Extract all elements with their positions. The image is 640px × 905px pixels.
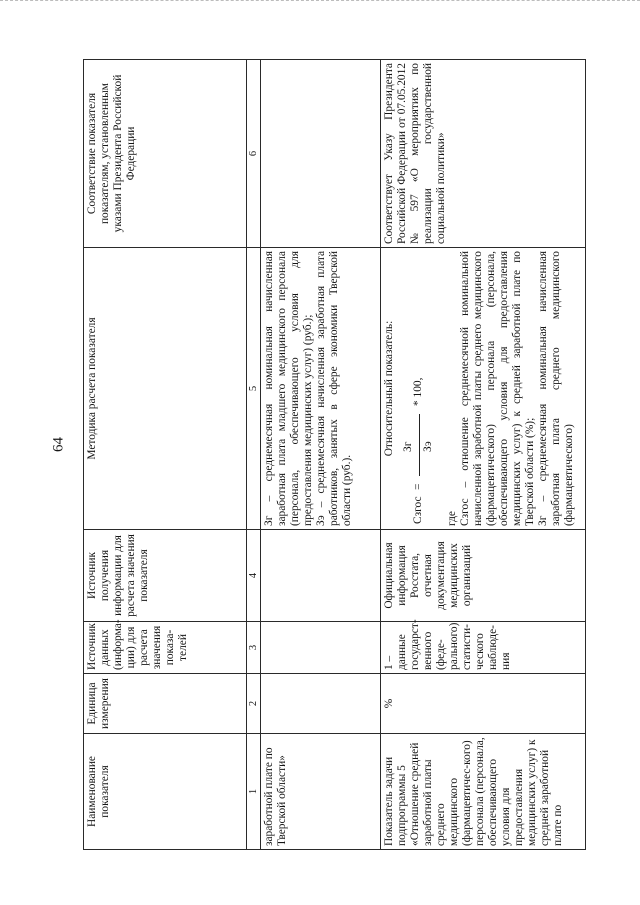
row1-calc-method <box>261 248 381 530</box>
row2-compliance: Соответствует Указу Президента Российской Федерации от 07.05.2012 № 597 «О мероприятиях по реализации государственной социальной политики» <box>381 60 586 248</box>
row2-method-zg: Зг – среднемесячная номинальная начисленная заработная плата среднего медицинского (фармацевтического) <box>537 251 575 526</box>
row2-method-where: где <box>446 511 458 526</box>
row1-unit <box>261 674 381 734</box>
col-number-2: 2 <box>247 674 261 734</box>
col-number-4: 4 <box>247 530 261 622</box>
formula-lhs: Сзгос <box>412 496 424 524</box>
row1-data-source <box>261 622 381 674</box>
row1-compliance <box>261 60 381 248</box>
header-data-source: Источник данных (информа-ции) для расчета значения показа-телей <box>84 622 247 674</box>
row2-unit: % <box>381 674 586 734</box>
row1-info-source <box>261 530 381 622</box>
formula-numerator: Зг <box>402 441 414 452</box>
row2-method-title: Относительный показатель: <box>383 320 395 457</box>
formula-denominator: Зэ <box>422 441 434 452</box>
page-number: 64 <box>50 437 67 452</box>
row2-data-source: 1 – данные государст-венного (феде-рального) статисти-ческого наблюде-ния <box>381 622 586 674</box>
formula-equals: = <box>412 483 424 490</box>
indicator-table-rotated <box>83 60 603 850</box>
header-compliance: Соответствие показателя показателям, установленным указами Президента Российской Федерации <box>84 60 247 248</box>
row1-method-ze: Зэ – среднемесячная начисленная заработная плата работников, занятых в сфере экономики Тверской области (руб.). <box>315 251 353 526</box>
header-info-source: Источник получения информации для расчета значения показателя <box>84 530 247 622</box>
row2-indicator-name: Показатель задачи подпрограммы 5 «Отношение средней заработной платы среднего медицинского (фармацевтичес-кого) персонала (персонала, обеспечивающего условия для предоставления медицинских услуг) к средней заработной плате по <box>381 734 586 850</box>
indicator-table <box>83 59 586 850</box>
formula-tail: * 100, <box>412 377 424 406</box>
col-number-5: 5 <box>247 248 261 530</box>
formula <box>398 251 442 526</box>
row1-indicator-name: заработной плате по Тверской области» <box>261 734 381 850</box>
table-row <box>381 60 586 850</box>
header-unit: Единица измерения <box>84 674 247 734</box>
row2-method-szgos: Сзгос – отношение среднемесячной номинальной начисленной заработной платы среднего медицинского (фармацевтического) персонала (персонала, обеспечивающего условия для предоставления медицинских услуг) к средней заработной плате по Тверской области (%); <box>459 251 536 526</box>
header-calc-method: Методика расчета показателя <box>84 248 247 530</box>
formula-fraction-line <box>419 414 420 476</box>
col-number-3: 3 <box>247 622 261 674</box>
column-number-row <box>247 60 261 850</box>
row2-info-source: Официальная информация Росстата, отчетная документация медицинских организаций <box>381 530 586 622</box>
col-number-6: 6 <box>247 60 261 248</box>
col-number-1: 1 <box>247 734 261 850</box>
table-header-row <box>84 60 247 850</box>
scan-artifact-line <box>0 0 640 2</box>
row1-method-zg: Зг – среднемесячная номинальная начисленная заработная плата младшего медицинского персонала (персонала, обеспечивающего условия для предоставления медицинских услуг) (руб.); <box>263 251 314 526</box>
row2-calc-method <box>381 248 586 530</box>
header-indicator-name: Наименование показателя <box>84 734 247 850</box>
table-row <box>261 60 381 850</box>
